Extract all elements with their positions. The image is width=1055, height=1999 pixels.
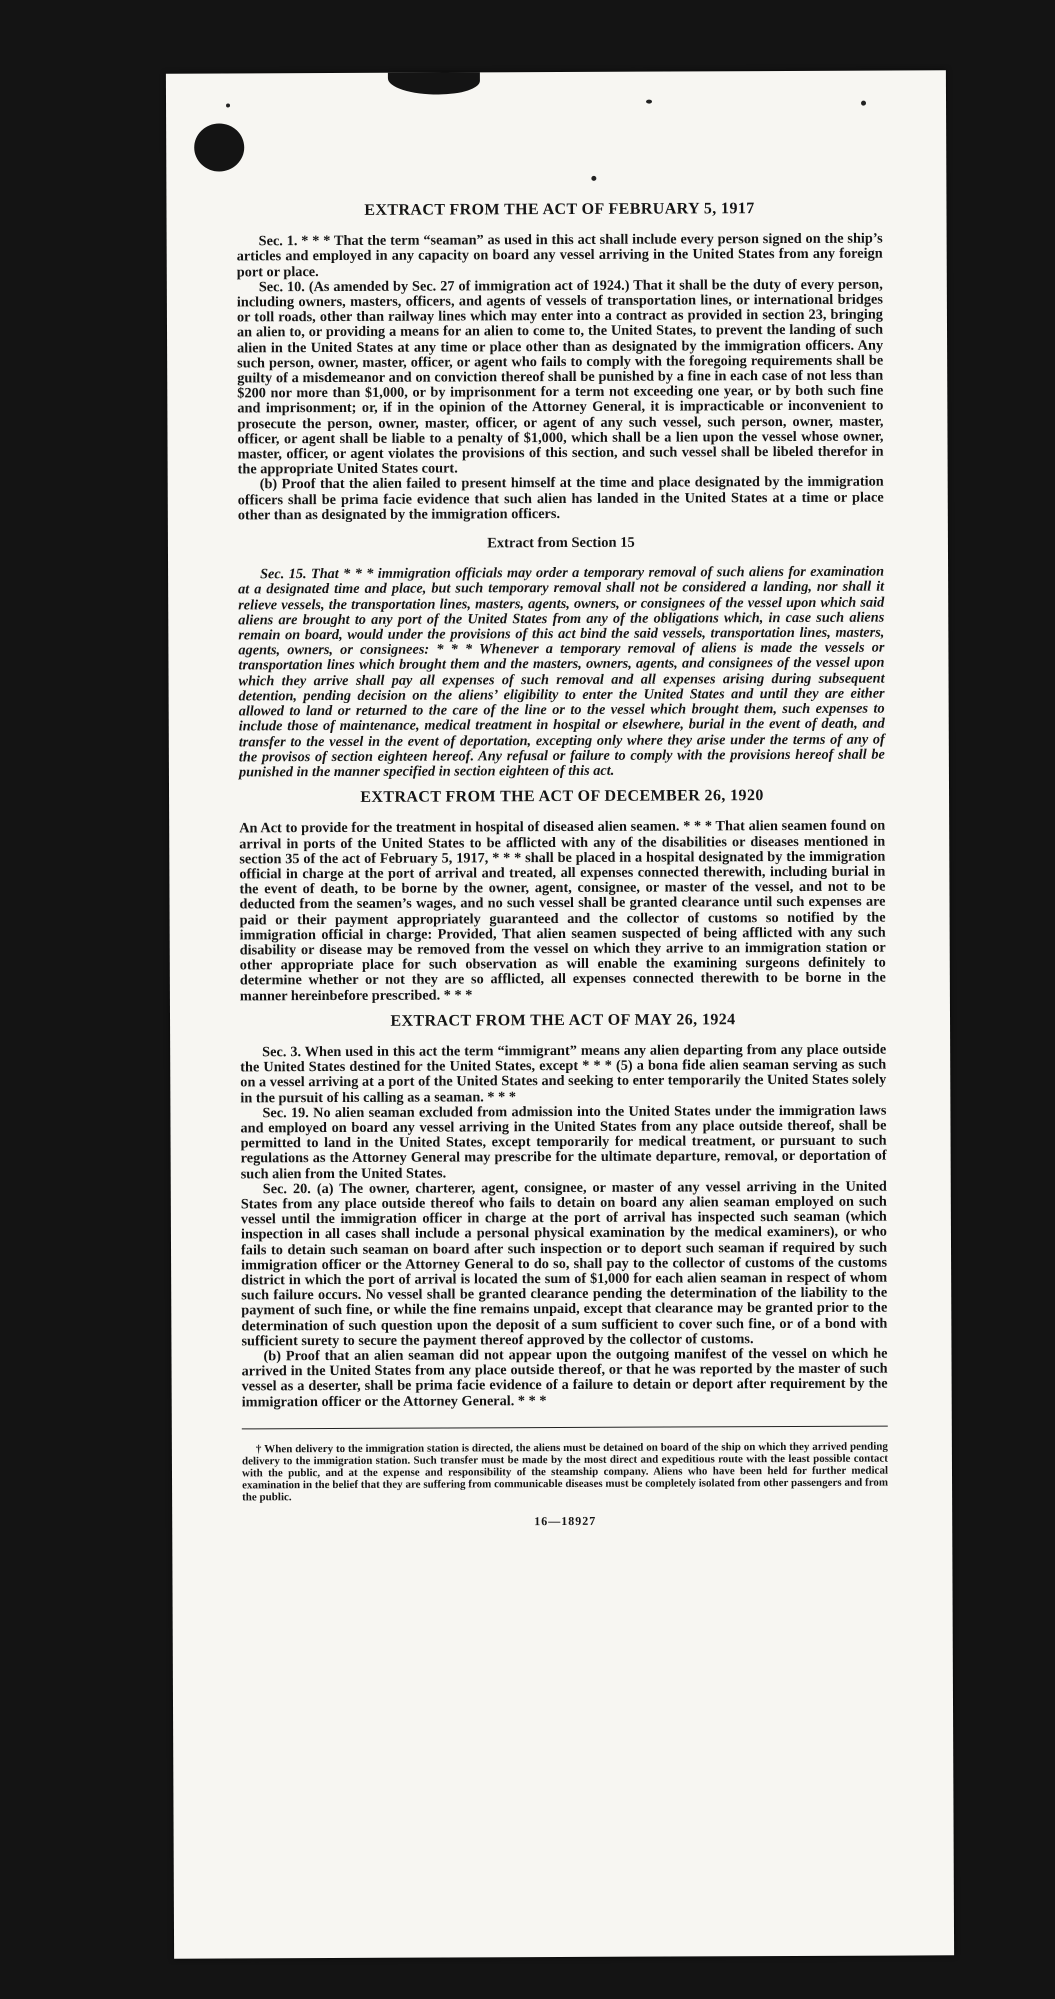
paragraph-1924-sec20: Sec. 20. (a) The owner, charterer, agent, consignee, or master of any vessel arriving in the United States from any place outside thereof who fails to detain on board any alien seaman employed on such vessel until the immigration officer in charge at the port of arrival has inspected such seaman (which inspection in all cases shall include a personal physical examination by the medical examiners), or who fails to detain such seaman on board after such inspection or to deport such seaman if required by such immigration officer or the Attorney General to do so, shall pay to the collector of customs of the customs district in which the port of arrival is located the sum of $1,000 for each alien seaman in respect of whom such failure occurs. No vessel shall be granted clearance pending the determination of the liability to the payment of such fine, or while the fine remains unpaid, except that clearance may be granted prior to the determination of such question upon the deposit of a sum sufficient to cover such fine, or of a bond with sufficient surety to secure the payment thereof approved by the collector of customs.	[240, 1178, 888, 1350]
paragraph-sec15: Sec. 15. That * * * immigration officials may order a temporary removal of such aliens for examination at a designated time and place, but such temporary removal shall not be considered a landing, nor shall it relieve vessels, the transportation lines, masters, agents, owners, or consignees of the vessel upon which said aliens are brought to any port of the United States from any of the obligations which, in case such aliens remain on board, would under the provisions of this act bind the said vessels, transportation lines, masters, agents, owners, or consignees: * * * Whenever a temporary removal of aliens is made the vessels or transportation lines which brought them and the masters, owners, agents, and consignees of the vessel upon which they arrive shall pay all expenses of such removal and all expenses arising during subsequent detention, pending decision on the aliens’ eligibility to enter the United States and until they are either allowed to land or returned to the care of the line or to the vessel which brought them, such expenses to include those of maintenance, medical treatment in hospital or elsewhere, burial in the event of death, and transfer to the vessel in the event of deportation, excepting only where they arise under the terms of any of the provisos of section eighteen hereof. Any refusal or failure to comply with the provisions hereof shall be punished in the manner specified in section eighteen of this act.	[238, 563, 885, 781]
speck	[591, 176, 596, 181]
heading-act-1917: EXTRACT FROM THE ACT OF FEBRUARY 5, 1917	[364, 200, 755, 219]
paragraph-1924-sec3: Sec. 3. When used in this act the term “immigrant” means any alien departing from any place outside the United States destined for the United States, except * * * (5) a bona fide alien seaman serving as such on a vessel arriving at a port of the United States and seeking to enter temporarily the United States solely in the pursuit of his calling as a seaman. * * *	[240, 1041, 887, 1106]
paragraph-1917-sec10: Sec. 10. (As amended by Sec. 27 of immigration act of 1924.) That it shall be the duty of every person, including owners, masters, officers, and agents of vessels of transportation lines, or international bridges or toll roads, other than railway lines which may enter into a contract as provided in section 23, bringing an alien to, or providing a means for an alien to come to, the United States, to prevent the landing of such alien in the United States at any time or place other than as designated by the immigration officers. Any such person, owner, master, officer, or agent who fails to comply with the foregoing requirements shall be guilty of a misdemeanor and on conviction thereof shall be punished by a fine in each case of not less than $200 nor more than $1,000, or by imprisonment for a term not exceeding one year, or by both such fine and imprisonment; or, if in the opinion of the Attorney General, it is impracticable or inconvenient to prosecute the person, owner, master, officer, or agent of any such vessel, such person, owner, master, officer, or agent shall be liable to a penalty of $1,000, which shall be a lien upon the vessel whose owner, master, officer, or agent violates the provisions of this section, and such vessel shall be libeled therefor in the appropriate United States court.	[236, 276, 884, 478]
speck	[226, 103, 230, 107]
heading-act-1924: EXTRACT FROM THE ACT OF MAY 26, 1924	[390, 1010, 736, 1030]
torn-edge	[388, 70, 480, 94]
footnote-divider	[242, 1425, 888, 1429]
document-page	[166, 70, 954, 1958]
paragraph-1924-b: (b) Proof that an alien seaman did not appear upon the outgoing manifest of the vessel on which he arrived in the United States from any place outside thereof, or that he was reported by the master of such vessel as a deserter, shall be prima facie evidence of a failure to detain or deport after requirement by the immigration officer or the Attorney General. * * *	[241, 1345, 888, 1411]
speck	[861, 101, 866, 106]
paragraph-1920: An Act to provide for the treatment in hospital of diseased alien seamen. * * * That alien seamen found on arrival in ports of the United States to be afflicted with any of the disabilities or diseases mentioned in section 35 of the act of February 5, 1917, * * * shall be placed in a hospital designated by the immigration official in charge at the port of arrival and treated, all expenses connected therewith, including burial in the event of death, to be borne by the owner, agent, consignee, or master of the vessel, and not to be deducted from the seamen’s wages, and no such vessel shall be granted clearance until such expenses are paid or their payment appropriately guaranteed and the collector of customs so notified by the immigration official in charge: Provided, That alien seamen suspected of being afflicted with any such disability or disease may be removed from the vessel on which they arrive to an immigration station or other appropriate place for such observation as will enable the examining surgeons definitely to determine whether or not they are so afflicted, all expenses connected therewith to be borne in the manner hereinbefore prescribed. * * *	[239, 817, 886, 1004]
subheading-section-15: Extract from Section 15	[487, 534, 635, 552]
document-body	[236, 201, 888, 1531]
speck	[646, 100, 652, 104]
paragraph-1924-sec19: Sec. 19. No alien seaman excluded from admission into the United States under the immigration laws and employed on board any vessel arriving in the United States from any place outside thereof, shall be permitted to land in the United States, except temporarily for medical treatment, or pursuant to such regulations as the Attorney General may prescribe for the ultimate departure, removal, or deportation of such alien from the United States.	[240, 1102, 887, 1182]
form-number: 16—18927	[534, 1513, 597, 1528]
heading-act-1920: EXTRACT FROM THE ACT OF DECEMBER 26, 1920	[360, 787, 764, 806]
paragraph-1917-b: (b) Proof that the alien failed to present himself at the time and place designated by the immigration officers shall be prima facie evidence that such alien has landed in the United States at a time or place other than as designated by the immigration officers.	[237, 474, 884, 524]
punch-hole	[194, 123, 244, 171]
paragraph-1917-sec1: Sec. 1. * * * That the term “seaman” as used in this act shall include every person signed on the ship’s articles and employed in any capacity on board any vessel arriving in the United States from any foreign port or place.	[236, 230, 883, 281]
footnote: † When delivery to the immigration station is directed, the aliens must be detained on board of the ship on which they arrived pending delivery to the immigration station. Such transfer must be made by the most direct and expeditious route with the least possible contact with the public, and at the expense and responsibility of the steamship company. Aliens who have been held for further medical examination in the belief that they are suffering from communicable diseases must be completely isolated from other passengers and from the public.	[241, 1440, 889, 1504]
